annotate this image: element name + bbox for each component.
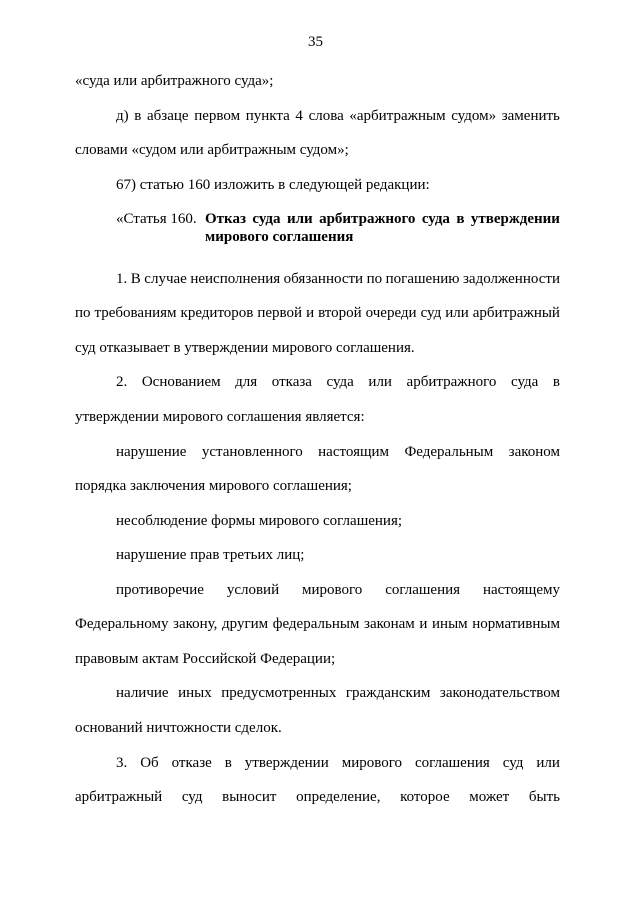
word: или: [445, 305, 469, 321]
word: по: [366, 271, 383, 287]
text-line: порядка заключения мирового соглашения;: [75, 478, 352, 494]
text-line: правовым актам Российской Федерации;: [75, 651, 336, 667]
word: арбитражный: [472, 305, 560, 321]
word: слова: [308, 108, 344, 124]
word: в: [134, 108, 142, 124]
word: иным: [432, 616, 468, 632]
word: «арбитражным: [349, 108, 446, 124]
word: 3.: [116, 755, 128, 771]
word: суда: [252, 211, 281, 227]
word: утверждении: [244, 755, 329, 771]
word: суда: [421, 211, 450, 227]
word: законодательством: [439, 685, 560, 701]
word: Федеральному: [75, 616, 169, 632]
word: 1.: [116, 271, 128, 287]
word: обязанности: [283, 271, 364, 287]
word: второй: [318, 305, 362, 321]
word: 4: [295, 108, 303, 124]
word: законам: [364, 616, 415, 632]
text-line-justified: [116, 107, 560, 125]
text-line: словами «судом или арбитражным судом»;: [75, 142, 349, 158]
word: нормативным: [472, 616, 560, 632]
word: погашению: [385, 271, 460, 287]
word: неисполнения: [190, 271, 281, 287]
word: нарушение: [116, 444, 187, 460]
word: наличие: [116, 685, 169, 701]
word: по: [75, 305, 91, 321]
word: отказе: [171, 755, 212, 771]
word: в: [456, 211, 465, 227]
word: утверждении: [470, 211, 560, 227]
word: суда: [326, 374, 354, 390]
text-line: оснований ничтожности сделок.: [75, 720, 282, 736]
word: суд: [181, 789, 203, 805]
word: кредиторов: [180, 305, 254, 321]
text-line: утверждении мирового соглашения является:: [75, 409, 365, 425]
word: настоящему: [482, 582, 560, 598]
word: определение,: [296, 789, 381, 805]
text-line-justified: [75, 615, 560, 633]
word: противоречие: [116, 582, 204, 598]
word: задолженности: [462, 271, 560, 287]
word: соглашения: [385, 582, 461, 598]
word: быть: [528, 789, 560, 805]
word: первом: [194, 108, 241, 124]
text-line: 67) статью 160 изложить в следующей редакции:: [116, 177, 430, 193]
text-line-justified: [116, 443, 560, 461]
text-line-justified: [116, 581, 560, 599]
word: мирового: [302, 582, 363, 598]
word: условий: [226, 582, 280, 598]
word: В: [130, 271, 141, 287]
word: первой: [257, 305, 303, 321]
word: 2.: [116, 374, 128, 390]
word: арбитражный: [75, 789, 163, 805]
page-number: 35: [308, 34, 323, 50]
word: иных: [178, 685, 212, 701]
word: соглашения: [414, 755, 490, 771]
word: очереди: [365, 305, 417, 321]
text-line-justified: [116, 373, 560, 391]
word: может: [469, 789, 510, 805]
word: гражданским: [345, 685, 431, 701]
word: суд: [420, 305, 442, 321]
word: для: [235, 374, 258, 390]
word: законом: [508, 444, 560, 460]
text-line-justified: [116, 754, 560, 772]
text-line: «суда или арбитражного суда»;: [75, 73, 274, 89]
text-line-justified: [116, 270, 560, 288]
word: другим: [222, 616, 269, 632]
article-title: [205, 210, 560, 228]
word: и: [419, 616, 428, 632]
word: в: [552, 374, 560, 390]
word: отказа: [271, 374, 312, 390]
word: суда: [511, 374, 539, 390]
word: мирового: [341, 755, 402, 771]
word: случае: [144, 271, 187, 287]
text-line-justified: [116, 684, 560, 702]
word: заменить: [501, 108, 560, 124]
word: федеральным: [272, 616, 360, 632]
word: пункта: [245, 108, 290, 124]
text-line-justified: [75, 304, 560, 322]
word: настоящим: [318, 444, 390, 460]
text-line: суд отказывает в утверждении мирового соглашения.: [75, 340, 415, 356]
word: или: [286, 211, 313, 227]
word: или: [368, 374, 392, 390]
word: закону,: [173, 616, 218, 632]
word: Основанием: [141, 374, 221, 390]
word: предусмотренных: [221, 685, 337, 701]
text-line: нарушение прав третьих лиц;: [116, 547, 305, 563]
text-line: несоблюдение формы мирового соглашения;: [116, 513, 403, 529]
article-label: «Статья 160.: [116, 211, 197, 227]
word: д): [116, 108, 129, 124]
word: требованиям: [94, 305, 177, 321]
word: или: [536, 755, 560, 771]
word: в: [224, 755, 232, 771]
word: которое: [400, 789, 450, 805]
word: Федеральным: [404, 444, 494, 460]
word: арбитражного: [406, 374, 497, 390]
word: Отказ: [205, 211, 246, 227]
word: абзаце: [147, 108, 189, 124]
word: установленного: [201, 444, 303, 460]
word: арбитражного: [319, 211, 416, 227]
word: выносит: [222, 789, 277, 805]
word: судом»: [451, 108, 497, 124]
text-line-justified: [75, 788, 560, 806]
article-title-continued: мирового соглашения: [205, 229, 354, 245]
word: суд: [502, 755, 524, 771]
word: и: [306, 305, 315, 321]
word: Об: [140, 755, 159, 771]
